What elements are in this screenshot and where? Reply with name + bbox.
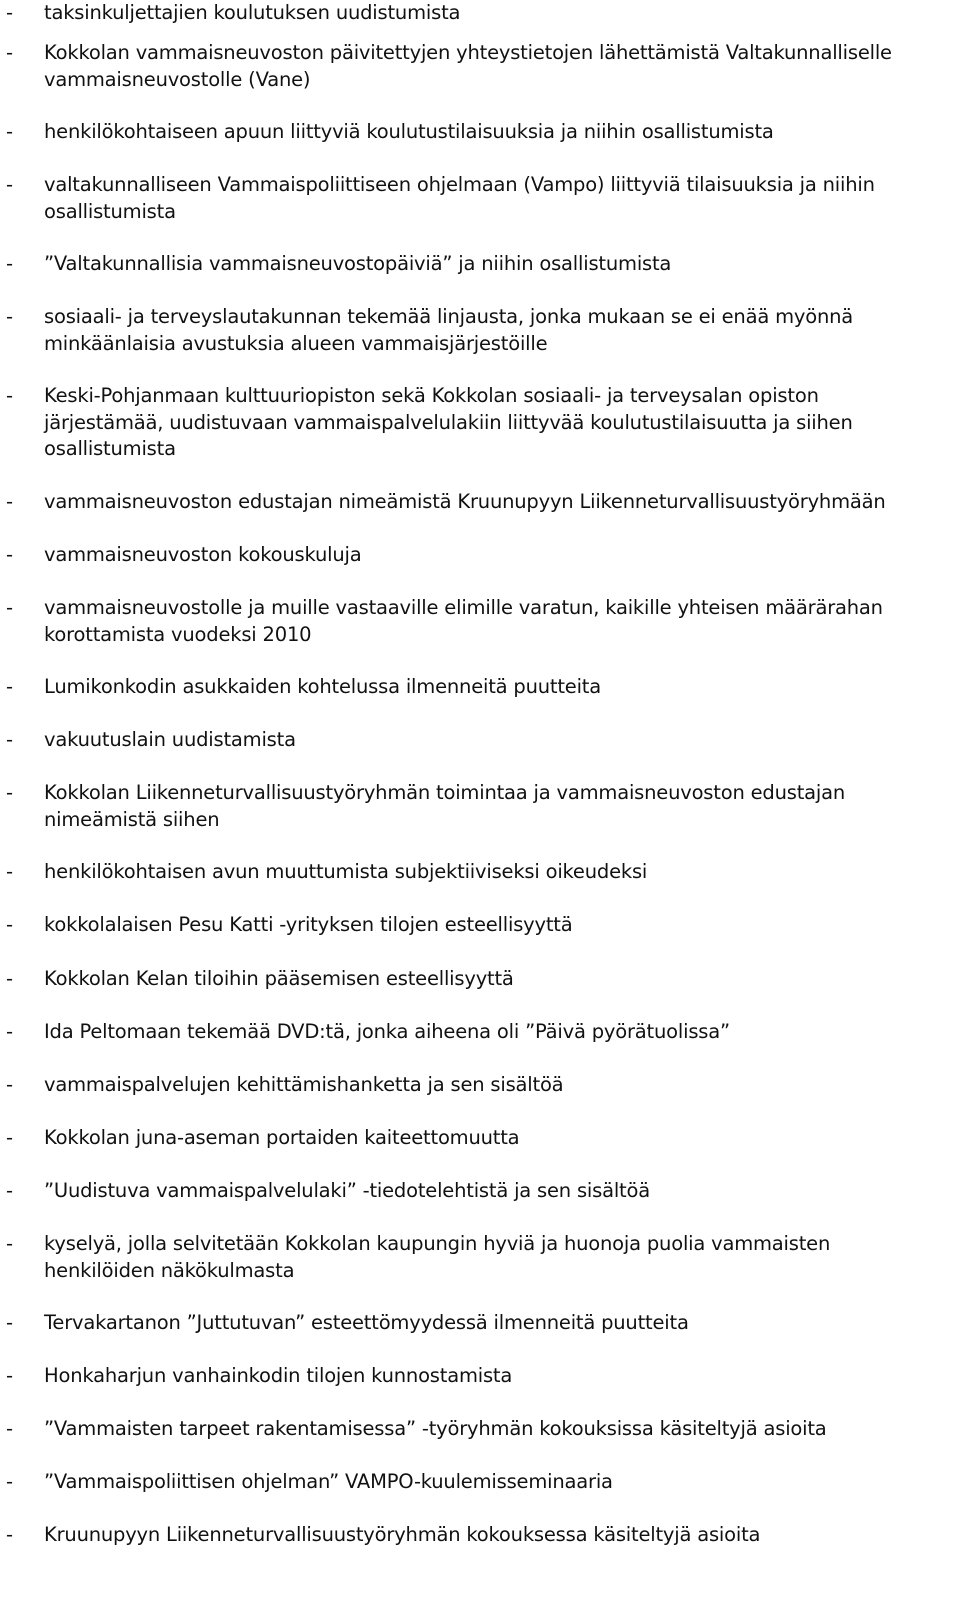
list-item xyxy=(6,251,940,278)
list-item xyxy=(6,1072,940,1099)
bullet-dash: - xyxy=(6,173,13,196)
list-item xyxy=(6,1522,940,1549)
list-item-text: ”Valtakunnallisia vammaisneuvostopäiviä” ja niihin osallistumista xyxy=(44,252,672,275)
bullet-dash: - xyxy=(6,543,13,566)
bullet-dash: - xyxy=(6,781,13,804)
bullet-dash: - xyxy=(6,1523,13,1546)
list-item-text: Lumikonkodin asukkaiden kohtelussa ilmenneitä puutteita xyxy=(44,675,601,698)
bullet-dash: - xyxy=(6,728,13,751)
list-item-text: Honkaharjun vanhainkodin tilojen kunnostamista xyxy=(44,1364,513,1387)
list-item-text: ”Vammaisten tarpeet rakentamisessa” -työryhmän kokouksissa käsiteltyjä asioita xyxy=(44,1417,827,1440)
list-item xyxy=(6,489,940,516)
list-item-text: Keski-Pohjanmaan kulttuuriopiston sekä Kokkolan sosiaali- ja terveysalan opiston järjestämää, uudistuvaan vammaispalvelulakiin liittyvää koulutustilaisuutta ja siihen osallistumista xyxy=(44,384,853,460)
bullet-dash: - xyxy=(6,384,13,407)
list-item-text: ”Vammaispoliittisen ohjelman” VAMPO-kuulemisseminaaria xyxy=(44,1470,613,1493)
bullet-dash: - xyxy=(6,1020,13,1043)
list-item xyxy=(6,780,940,833)
list-item xyxy=(6,172,940,225)
list-item-text: kyselyä, jolla selvitetään Kokkolan kaupungin hyviä ja huonoja puolia vammaisten henkilöiden näkökulmasta xyxy=(44,1232,831,1282)
list-item xyxy=(6,119,940,146)
list-item-text: vammaispalvelujen kehittämishanketta ja sen sisältöä xyxy=(44,1073,564,1096)
list-item-text: Kruunupyyn Liikenneturvallisuustyöryhmän kokouksessa käsiteltyjä asioita xyxy=(44,1523,761,1546)
list-item-text: vakuutuslain uudistamista xyxy=(44,728,296,751)
list-item-text: valtakunnalliseen Vammaispoliittiseen ohjelmaan (Vampo) liittyviä tilaisuuksia ja niihin osallistumista xyxy=(44,173,875,223)
list-item-text: Kokkolan Liikenneturvallisuustyöryhmän toimintaa ja vammaisneuvoston edustajan nimeämistä siihen xyxy=(44,781,846,831)
list-item-text: taksinkuljettajien koulutuksen uudistumista xyxy=(44,1,461,24)
list-item xyxy=(6,1125,940,1152)
list-item xyxy=(6,1178,940,1205)
list-item xyxy=(6,1363,940,1390)
list-item-text: Kokkolan juna-aseman portaiden kaiteettomuutta xyxy=(44,1126,520,1149)
list-item xyxy=(6,727,940,754)
list-item-text: vammaisneuvostolle ja muille vastaaville elimille varatun, kaikille yhteisen määrärahan korottamista vuodeksi 2010 xyxy=(44,596,883,646)
list-item-text: henkilökohtaiseen apuun liittyviä koulutustilaisuuksia ja niihin osallistumista xyxy=(44,120,774,143)
list-item-text: kokkolalaisen Pesu Katti -yrityksen tilojen esteellisyyttä xyxy=(44,913,573,936)
bullet-dash: - xyxy=(6,860,13,883)
bullet-dash: - xyxy=(6,1417,13,1440)
list-item-text: henkilökohtaisen avun muuttumista subjektiiviseksi oikeudeksi xyxy=(44,860,648,883)
list-item-text: Tervakartanon ”Juttutuvan” esteettömyydessä ilmenneitä puutteita xyxy=(44,1311,689,1334)
list-item xyxy=(6,542,940,569)
list-item xyxy=(6,40,940,93)
list-item xyxy=(6,304,940,357)
bullet-dash: - xyxy=(6,1470,13,1493)
list-item-text: Kokkolan vammaisneuvoston päivitettyjen yhteystietojen lähettämistä Valtakunnalliselle vammaisneuvostolle (Vane) xyxy=(44,41,892,91)
bullet-dash: - xyxy=(6,1,13,24)
bullet-dash: - xyxy=(6,1126,13,1149)
list-item xyxy=(6,674,940,701)
bullet-dash: - xyxy=(6,675,13,698)
list-item-text: sosiaali- ja terveyslautakunnan tekemää linjausta, jonka mukaan se ei enää myönnä minkäänlaisia avustuksia alueen vammaisjärjestöille xyxy=(44,305,854,355)
bullet-dash: - xyxy=(6,1232,13,1255)
bullet-dash: - xyxy=(6,1364,13,1387)
bullet-dash: - xyxy=(6,305,13,328)
list-item xyxy=(6,859,940,886)
bullet-dash: - xyxy=(6,120,13,143)
list-item xyxy=(6,595,940,648)
list-item-text: Kokkolan Kelan tiloihin pääsemisen esteellisyyttä xyxy=(44,967,514,990)
list-item xyxy=(6,1469,940,1496)
list-item-text: ”Uudistuva vammaispalvelulaki” -tiedotelehtistä ja sen sisältöä xyxy=(44,1179,650,1202)
bullet-dash: - xyxy=(6,41,13,64)
list-item-text: Ida Peltomaan tekemää DVD:tä, jonka aiheena oli ”Päivä pyörätuolissa” xyxy=(44,1020,730,1043)
list-item xyxy=(6,912,940,939)
bullet-dash: - xyxy=(6,1073,13,1096)
list-item xyxy=(6,0,940,27)
list-item xyxy=(6,1310,940,1337)
list-item xyxy=(6,966,940,993)
bullet-dash: - xyxy=(6,596,13,619)
list-item xyxy=(6,383,940,463)
bullet-dash: - xyxy=(6,967,13,990)
list-item-text: vammaisneuvoston edustajan nimeämistä Kruunupyyn Liikenneturvallisuustyöryhmään xyxy=(44,490,886,513)
list-item-text: vammaisneuvoston kokouskuluja xyxy=(44,543,362,566)
bullet-dash: - xyxy=(6,1179,13,1202)
list-item xyxy=(6,1231,940,1284)
bullet-dash: - xyxy=(6,1311,13,1334)
bullet-dash: - xyxy=(6,913,13,936)
list-item xyxy=(6,1416,940,1443)
list-item xyxy=(6,1019,940,1046)
bullet-dash: - xyxy=(6,252,13,275)
bullet-dash: - xyxy=(6,490,13,513)
